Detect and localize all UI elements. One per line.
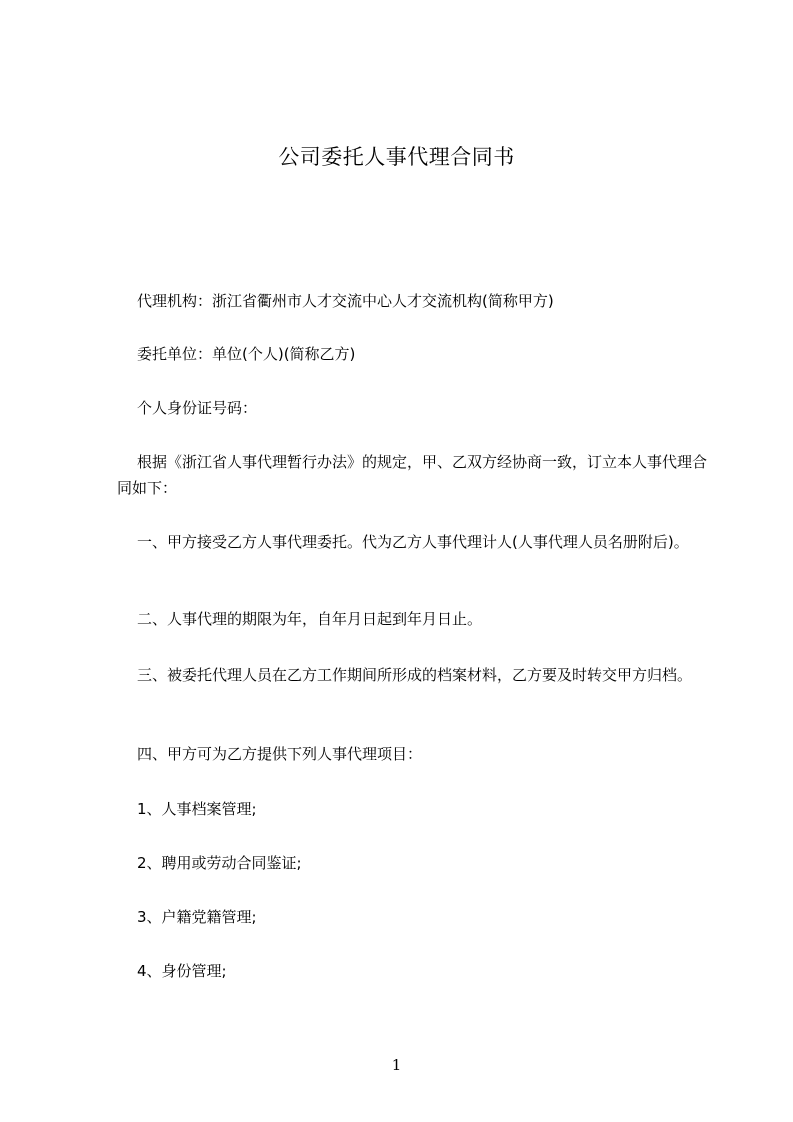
list-item-household: 3、户籍党籍管理;: [137, 908, 257, 926]
paragraph-agency: 代理机构：浙江省衢州市人才交流中心人才交流机构(简称甲方): [137, 292, 554, 310]
paragraph-id-number: 个人身份证号码：: [137, 399, 258, 417]
paragraph-basis: 根据《浙江省人事代理暂行办法》的规定，甲、乙双方经协商一致，订立本人事代理合同如下：: [117, 453, 708, 497]
document-title: 公司委托人事代理合同书: [278, 145, 515, 169]
paragraph-clause-4: 四、甲方可为乙方提供下列人事代理项目：: [137, 745, 423, 763]
paragraph-client: 委托单位：单位(个人)(简称乙方): [137, 345, 356, 363]
list-item-contract: 2、聘用或劳动合同鉴证;: [137, 854, 302, 872]
list-item-archive: 1、人事档案管理;: [137, 800, 257, 818]
list-item-identity: 4、身份管理;: [137, 962, 227, 980]
paragraph-clause-3: 三、被委托代理人员在乙方工作期间所形成的档案材料，乙方要及时转交甲方归档。: [137, 666, 693, 684]
paragraph-clause-1: 一、甲方接受乙方人事代理委托。代为乙方人事代理计人(人事代理人员名册附后)。: [137, 533, 689, 551]
paragraph-clause-2: 二、人事代理的期限为年，自年月日起到年月日止。: [137, 610, 483, 628]
page-number: 1: [391, 1056, 402, 1074]
